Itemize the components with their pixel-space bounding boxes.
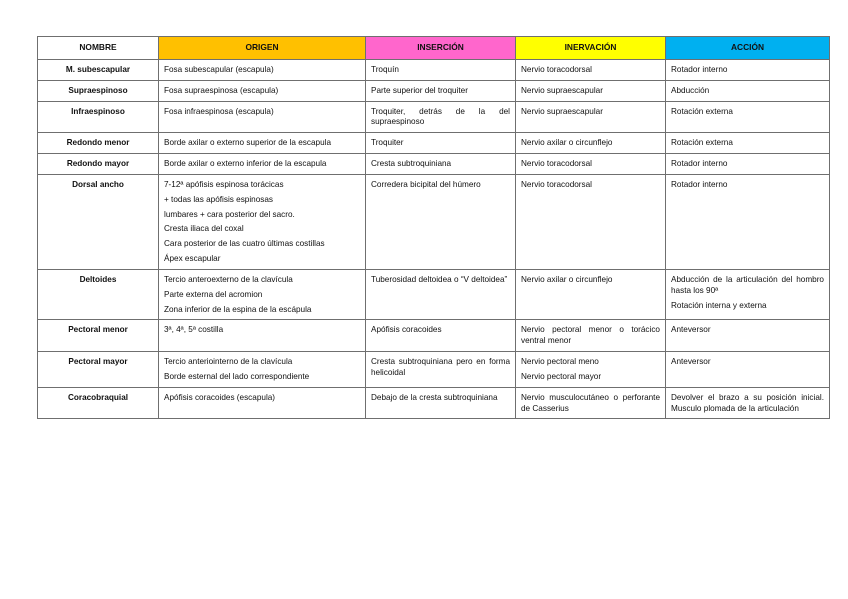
insercion-cell — [366, 133, 516, 154]
insercion-cell — [366, 387, 516, 419]
inervacion-cell — [516, 60, 666, 81]
accion-line: Rotación interna y externa — [671, 300, 767, 310]
insercion-line: Troquiter, detrás de la del supraespinoso — [371, 106, 510, 127]
table-row — [38, 101, 830, 133]
accion-line: Rotador interno — [671, 65, 728, 74]
origen-line: 3ª, 4ª, 5ª costilla — [164, 325, 224, 335]
origen-cell — [159, 133, 366, 154]
origen-cell — [159, 352, 366, 388]
accion-line: Anteversor — [671, 325, 711, 335]
muscle-name: Deltoides — [38, 269, 159, 319]
origen-line: + todas las apófisis espinosas — [164, 194, 274, 204]
insercion-cell — [366, 60, 516, 81]
table-row — [38, 60, 830, 81]
muscles-table — [37, 36, 830, 419]
accion-line: Abducción — [671, 85, 710, 95]
origen-line: Fosa supraespinosa (escapula) — [164, 85, 279, 95]
header-nombre: NOMBRE — [38, 37, 159, 60]
insercion-line: Corredera bicipital del húmero — [371, 179, 481, 189]
accion-line: Abducción de la articulación del hombro hasta los 90ª — [671, 274, 824, 295]
inervacion-line: Nervio pectoral meno — [521, 357, 599, 367]
table-row — [38, 352, 830, 388]
origen-line: 7-12ª apófisis espinosa torácicas — [164, 179, 284, 189]
inervacion-line: Nervio musculocutáneo o perforante de Casserius — [521, 392, 660, 413]
origen-cell — [159, 320, 366, 352]
origen-line: Borde axilar o externo inferior de la escapula — [164, 159, 327, 169]
origen-line: Ápex escapular — [164, 254, 221, 264]
origen-line: lumbares + cara posterior del sacro. — [164, 209, 295, 219]
table-row — [38, 269, 830, 319]
insercion-cell — [366, 80, 516, 101]
insercion-cell — [366, 174, 516, 269]
origen-line: Fosa infraespinosa (escapula) — [164, 106, 274, 116]
table-row — [38, 80, 830, 101]
origen-cell — [159, 80, 366, 101]
table-row — [38, 154, 830, 175]
inervacion-cell — [516, 101, 666, 133]
insercion-line: Cresta subtroquiniana pero en forma helicoidal — [371, 357, 510, 377]
accion-line: Rotación externa — [671, 138, 733, 148]
inervacion-cell — [516, 80, 666, 101]
insercion-line: Cresta subtroquiniana — [371, 159, 452, 169]
table-row — [38, 133, 830, 154]
inervacion-cell — [516, 133, 666, 154]
accion-cell — [666, 80, 830, 101]
table-body — [38, 60, 830, 419]
accion-cell — [666, 60, 830, 81]
inervacion-line: Nervio pectoral mayor — [521, 371, 602, 381]
accion-line: Rotación externa — [671, 106, 733, 116]
origen-line: Cresta iliaca del coxal — [164, 224, 244, 234]
muscle-name: Pectoral mayor — [38, 352, 159, 388]
muscle-name: Coracobraquial — [38, 387, 159, 419]
origen-cell — [159, 387, 366, 419]
inervacion-line: Nervio toracodorsal — [521, 179, 592, 189]
accion-cell — [666, 387, 830, 419]
origen-line: Zona inferior de la espina de la escápula — [164, 304, 312, 314]
accion-cell — [666, 133, 830, 154]
muscle-name: Supraespinoso — [38, 80, 159, 101]
insercion-line: Troquín — [371, 65, 399, 74]
insercion-cell — [366, 320, 516, 352]
accion-cell — [666, 352, 830, 388]
muscle-name: Dorsal ancho — [38, 174, 159, 269]
table-row — [38, 320, 830, 352]
origen-cell — [159, 269, 366, 319]
table-row — [38, 174, 830, 269]
header-insercion: INSERCIÓN — [366, 37, 516, 60]
accion-cell — [666, 320, 830, 352]
inervacion-cell — [516, 352, 666, 388]
inervacion-line: Nervio supraescapular — [521, 85, 603, 95]
inervacion-line: Nervio axilar o circunflejo — [521, 274, 613, 284]
origen-line: Borde esternal del lado correspondiente — [164, 371, 310, 381]
muscle-name: Redondo mayor — [38, 154, 159, 175]
insercion-line: Debajo de la cresta subtroquiniana — [371, 392, 498, 402]
accion-cell — [666, 154, 830, 175]
insercion-line: Tuberosidad deltoidea o “V deltoidea” — [371, 274, 508, 284]
inervacion-line: Nervio toracodorsal — [521, 159, 592, 169]
insercion-line: Troquiter — [371, 138, 404, 148]
header-accion: ACCIÓN — [666, 37, 830, 60]
insercion-cell — [366, 269, 516, 319]
inervacion-line: Nervio supraescapular — [521, 106, 603, 116]
insercion-cell — [366, 101, 516, 133]
muscle-name: M. subescapular — [38, 60, 159, 81]
origen-line: Fosa subescapular (escapula) — [164, 65, 274, 74]
accion-line: Rotador interno — [671, 159, 728, 169]
origen-line: Borde axilar o externo superior de la escapula — [164, 138, 332, 148]
origen-line: Parte externa del acromion — [164, 289, 263, 299]
muscle-name: Infraespinoso — [38, 101, 159, 133]
inervacion-cell — [516, 269, 666, 319]
header-origen: ORIGEN — [159, 37, 366, 60]
header-inervacion: INERVACIÓN — [516, 37, 666, 60]
header-row — [38, 37, 830, 60]
origen-line: Apófisis coracoides (escapula) — [164, 392, 276, 402]
origen-line: Tercio anteriointerno de la clavícula — [164, 357, 293, 367]
origen-line: Tercio anteroexterno de la clavícula — [164, 274, 293, 284]
origen-cell — [159, 101, 366, 133]
insercion-cell — [366, 154, 516, 175]
inervacion-line: Nervio axilar o circunflejo — [521, 138, 613, 148]
inervacion-line: Nervio pectoral menor o torácico ventral menor — [521, 325, 660, 346]
inervacion-cell — [516, 387, 666, 419]
muscle-name: Redondo menor — [38, 133, 159, 154]
origen-cell — [159, 174, 366, 269]
accion-cell — [666, 174, 830, 269]
accion-cell — [666, 269, 830, 319]
accion-line: Devolver el brazo a su posición inicial. Musculo plomada de la articulación — [671, 392, 824, 413]
origen-line: Cara posterior de las cuatro últimas costillas — [164, 239, 325, 249]
insercion-cell — [366, 352, 516, 388]
muscle-name: Pectoral menor — [38, 320, 159, 352]
accion-line: Anteversor — [671, 357, 711, 367]
insercion-line: Parte superior del troquiter — [371, 85, 468, 95]
insercion-line: Apófisis coracoides — [371, 325, 442, 335]
origen-cell — [159, 154, 366, 175]
accion-cell — [666, 101, 830, 133]
origen-cell — [159, 60, 366, 81]
table-row — [38, 387, 830, 419]
accion-line: Rotador interno — [671, 179, 728, 189]
inervacion-cell — [516, 174, 666, 269]
inervacion-line: Nervio toracodorsal — [521, 65, 592, 74]
inervacion-cell — [516, 320, 666, 352]
inervacion-cell — [516, 154, 666, 175]
